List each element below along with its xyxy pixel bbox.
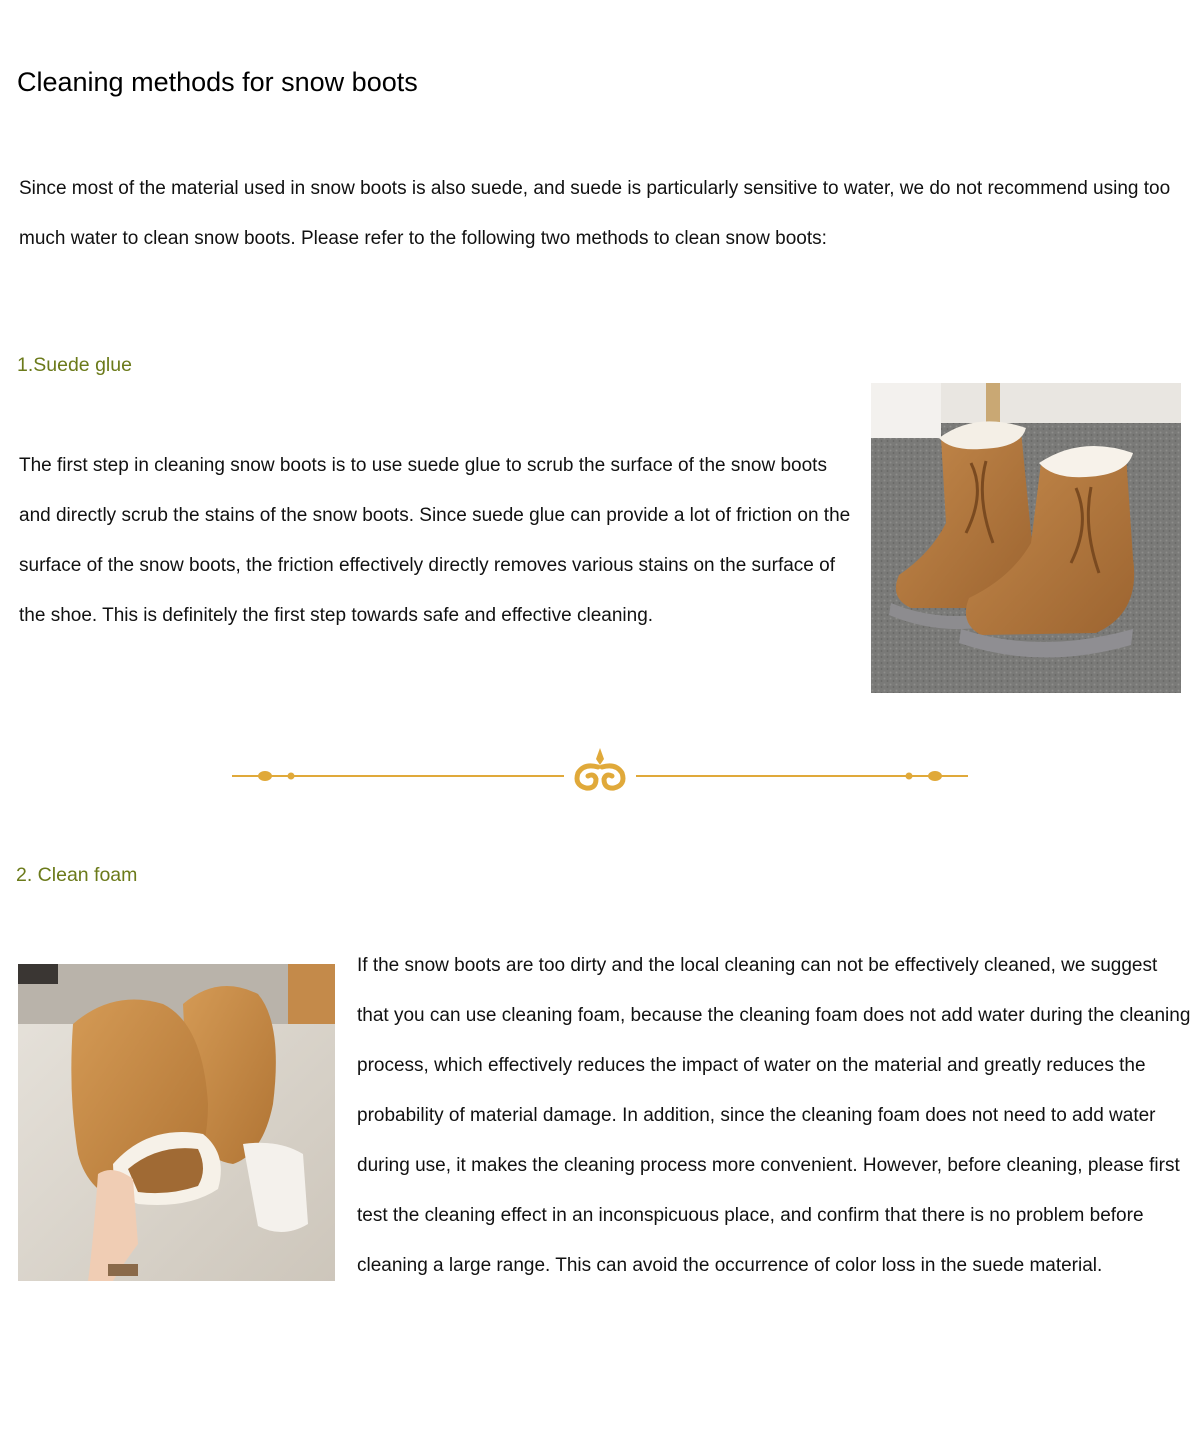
intro-paragraph: Since most of the material used in snow boots is also suede, and suede is particularly sensitive to water, we do not recommend using too much water to clean snow boots. Please refer to the following two methods to clean snow boots: [19, 178, 1171, 249]
section-heading-clean-foam: 2. Clean foam [16, 864, 138, 886]
fur-lined-boot-photo [18, 964, 335, 1281]
suede-boots-photo [871, 383, 1181, 693]
decorative-divider-ornament [232, 745, 968, 795]
section-heading-suede-glue: 1.Suede glue [17, 354, 132, 376]
section-text-clean-foam: If the snow boots are too dirty and the local cleaning can not be effectively cleaned, we suggest that you can use cleaning foam, because the cleaning foam does not add water during the cleaning process, which effectively reduces the impact of water on the material and greatly reduces the probability of material damage. In addition, since the cleaning foam does not need to add water during use, it makes the cleaning process more convenient. However, before cleaning, please first test the cleaning effect in an inconspicuous place, and confirm that there is no problem before cleaning a large range. This can avoid the occurrence of color loss in the suede material. [357, 955, 1191, 1276]
section-text-suede-glue: The first step in cleaning snow boots is to use suede glue to scrub the surface of the snow boots and directly scrub the stains of the snow boots. Since suede glue can provide a lot of friction on the surface of the snow boots, the friction effectively directly removes various stains on the surface of the shoe. This is definitely the first step towards safe and effective cleaning. [19, 455, 851, 626]
page-title: Cleaning methods for snow boots [17, 67, 418, 97]
